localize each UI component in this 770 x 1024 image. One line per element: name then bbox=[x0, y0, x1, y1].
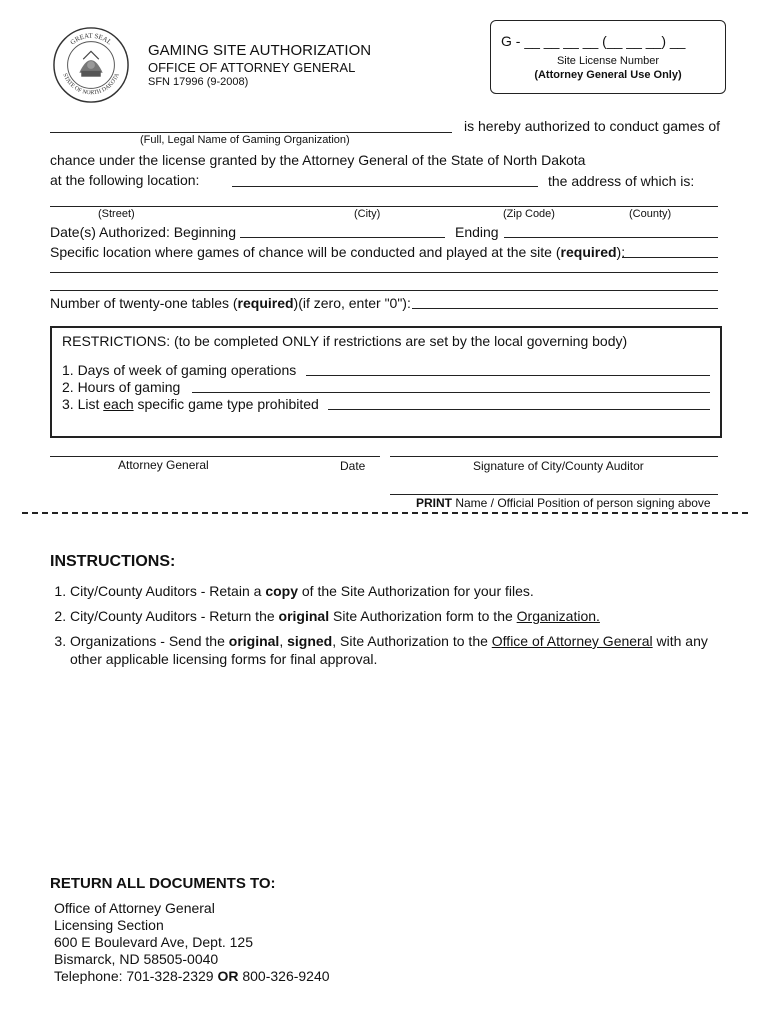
specific-location-line-2[interactable] bbox=[50, 272, 718, 273]
license-number-field[interactable]: G - __ __ __ __ (__ __ __) __ bbox=[501, 33, 686, 49]
address-line: 600 E Boulevard Ave, Dept. 125 bbox=[54, 934, 253, 950]
zip-caption: (Zip Code) bbox=[503, 208, 555, 220]
tables-field[interactable] bbox=[412, 308, 718, 309]
restriction-hours-label: 2. Hours of gaming bbox=[62, 379, 181, 395]
ending-label: Ending bbox=[455, 224, 499, 240]
site-license-box bbox=[490, 20, 726, 94]
location-field[interactable] bbox=[232, 186, 538, 187]
telephone-line: Telephone: 701-328-2329 OR 800-326-9240 bbox=[54, 968, 330, 984]
address-line: Office of Attorney General bbox=[54, 900, 215, 916]
state-seal-icon bbox=[52, 26, 130, 104]
street-caption: (Street) bbox=[98, 208, 135, 220]
print-name-field[interactable] bbox=[390, 494, 718, 495]
restrictions-box bbox=[50, 326, 722, 438]
beginning-date-field[interactable] bbox=[240, 237, 445, 238]
address-field[interactable] bbox=[50, 206, 718, 207]
restriction-hours-field[interactable] bbox=[192, 392, 710, 393]
date-caption: Date bbox=[340, 459, 366, 473]
office-name: OFFICE OF ATTORNEY GENERAL bbox=[148, 60, 356, 75]
attorney-general-signature-field[interactable] bbox=[50, 456, 380, 457]
instruction-item: 2. City/County Auditors - Return the original Site Authorization form to the Organization. bbox=[70, 607, 730, 625]
address-line: Bismarck, ND 58505-0040 bbox=[54, 951, 219, 967]
dates-authorized-label: Date(s) Authorized: Beginning bbox=[50, 224, 236, 240]
restrictions-heading: RESTRICTIONS: (to be completed ONLY if restrictions are set by the local governing body) bbox=[62, 333, 628, 349]
auditor-signature-caption: Signature of City/County Auditor bbox=[473, 459, 644, 473]
svg-text:GREAT SEAL bbox=[69, 33, 112, 47]
auditor-signature-field[interactable] bbox=[390, 456, 718, 457]
instruction-item: 3. Organizations - Send the original, signed, Site Authorization to the Office of Attorney General with any other applicable licensing forms for final approval. bbox=[70, 632, 730, 668]
print-name-caption: PRINT Name / Official Position of person signing above bbox=[416, 496, 711, 510]
location-prefix: at the following location: bbox=[50, 172, 200, 188]
instructions-heading: INSTRUCTIONS: bbox=[50, 553, 176, 570]
license-use-note: (Attorney General Use Only) bbox=[534, 69, 682, 81]
address-line: Licensing Section bbox=[54, 917, 164, 933]
specific-location-field[interactable] bbox=[622, 257, 718, 258]
restriction-games-field[interactable] bbox=[328, 409, 710, 410]
tables-label: Number of twenty-one tables (required)(if zero, enter "0"): bbox=[50, 295, 411, 311]
restriction-days-label: 1. Days of week of gaming operations bbox=[62, 362, 297, 378]
form-number: SFN 17996 (9-2008) bbox=[148, 76, 249, 88]
restriction-games-label: 3. List each specific game type prohibited bbox=[62, 396, 319, 412]
form-title: GAMING SITE AUTHORIZATION bbox=[148, 42, 372, 59]
license-grant-text: chance under the license granted by the Attorney General of the State of North Dakota bbox=[50, 152, 586, 168]
instruction-item: 1. City/County Auditors - Retain a copy of the Site Authorization for your files. bbox=[70, 582, 730, 600]
return-heading: RETURN ALL DOCUMENTS TO: bbox=[50, 875, 276, 892]
city-caption: (City) bbox=[354, 208, 381, 220]
org-name-field[interactable] bbox=[50, 132, 452, 133]
license-number-label: Site License Number bbox=[556, 55, 660, 67]
attorney-general-caption: Attorney General bbox=[118, 458, 209, 472]
seal-top-text: GREAT SEAL bbox=[69, 32, 113, 47]
org-name-caption: (Full, Legal Name of Gaming Organization) bbox=[140, 134, 350, 146]
instructions-list bbox=[52, 582, 730, 675]
ending-date-field[interactable] bbox=[504, 237, 718, 238]
restriction-days-field[interactable] bbox=[306, 375, 710, 376]
cut-line bbox=[22, 512, 748, 514]
specific-location-label: Specific location where games of chance will be conducted and played at the site (required): bbox=[50, 244, 626, 260]
address-suffix: the address of which is: bbox=[548, 173, 695, 189]
hereby-text: is hereby authorized to conduct games of bbox=[464, 118, 721, 134]
return-address bbox=[54, 900, 330, 985]
county-caption: (County) bbox=[629, 208, 672, 220]
specific-location-line-3[interactable] bbox=[50, 290, 718, 291]
seal-bottom-text: STATE OF NORTH DAKOTA bbox=[61, 72, 121, 97]
